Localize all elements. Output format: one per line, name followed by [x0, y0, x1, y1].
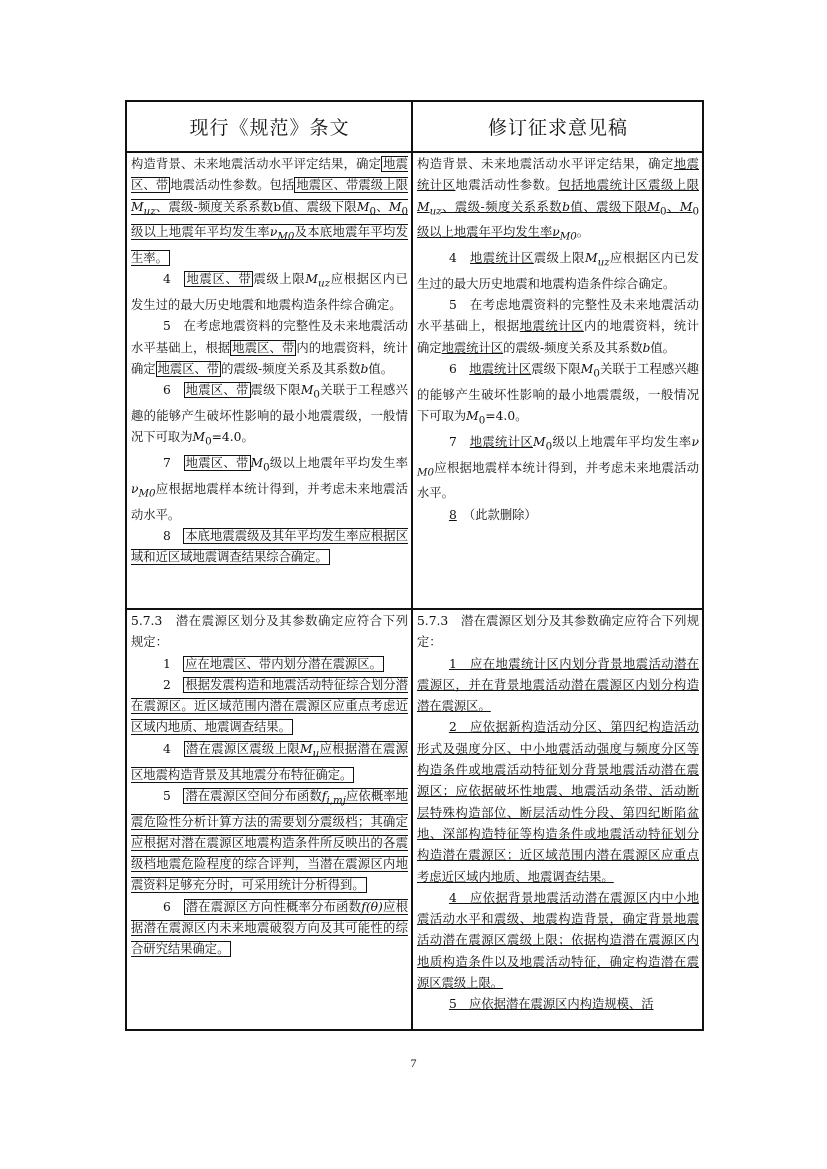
- paragraph: 4 应依据背景地震活动潜在震源区内中小地震活动水平和震级、地震构造背景，确定背景地震活动潜在震源区震级上限；依据构造潜在震源区内地质构造条件以及地震活动特征，确定构造潜在震源区震级上限。: [416, 890, 699, 991]
- header-revision-draft: 修订征求意见稿: [412, 101, 703, 152]
- paragraph: 2 应依据新构造活动分区、第四纪构造活动形式及强度分区、中小地震活动强度与频度分区等构造条件或地震活动特征划分背景地震活动潜在震源区；应依据破坏性地震、地震活动条带、活动断层特殊构造部位、断层活动性分段、第四纪断陷盆地、深部构造特征等构造条件或地震活动特征划分构造潜在震源区；近区域范围内潜在震源区应重点考虑近区域内地质、地震调查结果。: [416, 720, 699, 884]
- table-row: [126, 609, 703, 1030]
- paragraph: 5 潜在震源区空间分布函数$f_{i,mj}$应依概率地震危险性分析计算方法的需要划分震级档；其确定应根据对潜在震源区地震构造条件所反映出的各震级档地震危险程度的综合评判，当潜在震源区内地震资料足够充分时，可采用统计分析得到。: [131, 788, 408, 893]
- row1-left-cell: [126, 152, 412, 609]
- paragraph: 1 应在地震统计区内划分背景地震活动潜在震源区，并在背景地震活动潜在震源区内划分构造潜在震源区。: [416, 656, 699, 714]
- row1-right-cell: [412, 152, 703, 609]
- paragraph: 构造背景、未来地震活动水平评定结果，确定 地震区、带 地震活动性参数。包括 地震区、带震级上限$M_{uz}$、震级-频度关系系数b值、震级下限$M_0$、$M_0$级以上地震年平均发生率$\nu_{M0}$及本底地震年平均发生率。: [131, 157, 408, 266]
- paragraph: 6 潜在震源区方向性概率分布函数f(θ)应根据潜在震源区内未来地震破裂方向及其可能性的综合研究结果确定。: [131, 899, 408, 957]
- table-header-row: [126, 101, 703, 152]
- comparison-table: [125, 100, 704, 1031]
- table-row: [126, 152, 703, 609]
- paragraph: 6 地震区、带 震级下限$M_0$关联于工程感兴趣的能够产生破坏性影响的最小地震震级，一般情况下可取为$M_0=4.0$。: [131, 383, 408, 448]
- paragraph: 5 在考虑地震资料的完整性及未来地震活动水平基础上，根据地震统计区内的地震资料，统计确定地震统计区的震级-频度关系及其系数b值。: [416, 298, 699, 355]
- paragraph: 8 （此款删除）: [448, 507, 537, 522]
- paragraph: 7 地震统计区$M_0$级以上地震年平均发生率$\nu_{M0}$应根据地震样本统计得到，并考虑未来地震活动水平。: [416, 434, 699, 501]
- header-current-clause: 现行《规范》条文: [126, 101, 412, 152]
- paragraph: 8 本底地震震级及其年平均发生率应根据区域和近区域地震调查结果综合确定。: [131, 528, 408, 565]
- paragraph: 5.7.3 潜在震源区划分及其参数确定应符合下列规定：: [416, 614, 699, 650]
- row2-right-cell: [412, 609, 703, 1030]
- paragraph: 4 地震统计区震级上限$M_{uz}$应根据区内已发生过的最大历史地震和地震构造条件综合确定。: [416, 251, 699, 291]
- paragraph: 构造背景、未来地震活动水平评定结果，确定地震统计区地震活动性参数。包括地震统计区震级上限$M_{uz}$、震级-频度关系系数b值、震级下限$M_0$、$M_0$级以上地震年平均发生率$\nu_{M0}$。: [416, 157, 699, 243]
- paragraph: 6 地震统计区震级下限$M_0$关联于工程感兴趣的能够产生破坏性影响的最小地震震级，一般情况下可取为$M_0=4.0$。: [416, 362, 699, 427]
- paragraph: 4 潜在震源区震级上限$M_u$应根据潜在震源区地震构造背景及其地震分布特征确定。: [131, 741, 408, 782]
- page-number: 7: [410, 1056, 417, 1070]
- row2-left-cell: [126, 609, 412, 1030]
- paragraph: 2 根据发震构造和地震活动特征综合划分潜在震源区。近区域范围内潜在震源区应重点考虑近区域内地质、地震调查结果。: [131, 677, 408, 735]
- paragraph: 7 地震区、带 $M_0$级以上地震年平均发生率$\nu_{M0}$应根据地震样本统计得到，并考虑未来地震活动水平。: [131, 456, 408, 522]
- paragraph: 1 应在地震区、带内划分潜在震源区。: [162, 656, 382, 671]
- paragraph: 5 应依据潜在震源区内构造规模、活: [448, 997, 654, 1012]
- paragraph: 4 地震区、带 震级上限$M_{uz}$应根据区内已发生过的最大历史地震和地震构造条件综合确定。: [131, 272, 408, 313]
- paragraph: 5.7.3 潜在震源区划分及其参数确定应符合下列规定：: [131, 614, 408, 650]
- paragraph: 5 在考虑地震资料的完整性及未来地震活动水平基础上，根据 地震区、带 内的地震资料，统计确定 地震区、带 的震级-频度关系及其系数b值。: [131, 319, 408, 377]
